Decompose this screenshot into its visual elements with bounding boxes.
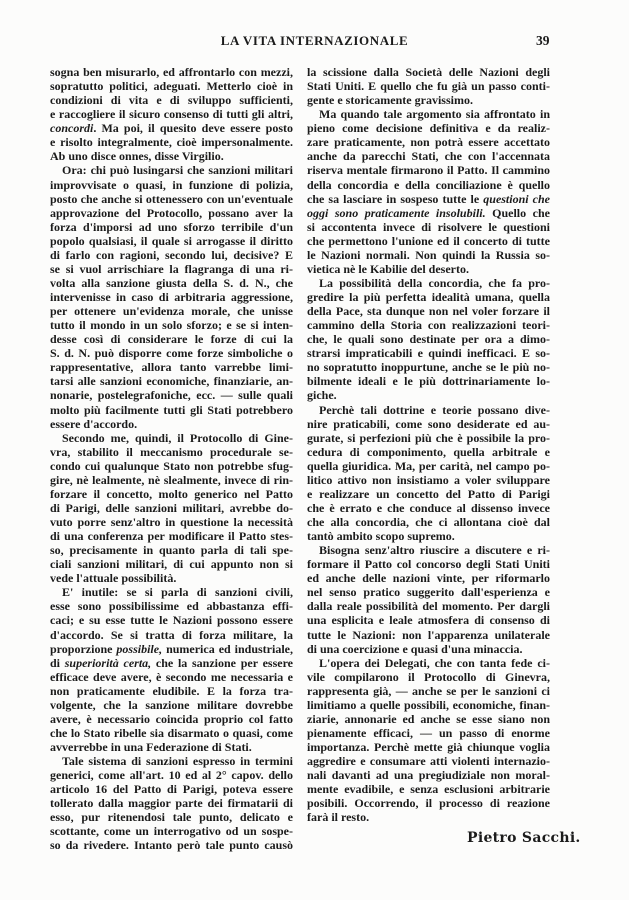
text-line: tollerato dalla maggior parte dei firmatarii di [50,796,293,811]
emphasis: concordi [50,121,94,136]
text-line: essere d'accordo. [50,416,138,431]
text-line: gredire la più perfetta idealità umana, quella [307,290,550,304]
text-line: aggredire e consumare atti violenti internazio- [307,754,550,769]
text-line: per ottenere un'evidenza morale, che unisse [50,304,293,319]
text-line: ed anche delle nazioni vinte, per riformarlo [307,571,550,586]
text-line: che, le quali sono destinate per ora a dimo- [307,332,550,347]
text-line: S. d. N. può disporre come forze simboliche o [50,346,293,361]
emphasis: oggi sono praticamente insolubili. [307,205,486,220]
text-line: ziarie, annonarie ed anche se esse siano non [307,711,550,726]
text-line: gurate, si perfezioni più che è possibile la pro- [307,430,550,445]
text-line: che permettono l'unione ed il concerto di tutte [307,233,550,248]
text-line: importanza. Perchè mette già chiunque voglia [307,740,550,754]
text-line: avverrebbe in una Federazione di Stati. [50,740,252,754]
text-line: proporzione possibile, numerica ed industriale, [50,641,293,656]
text-line: rappresenta già, — anche se per le sanzioni ci [307,683,550,698]
text-line: non praticamente eludibile. E la forza tra- [50,683,293,698]
text-line: Ma quando tale argomento sia affrontato in [319,107,550,122]
text-line: nali davanti ad una pregiudiziale non moral- [307,768,550,783]
text-line: molto più facilmente tutti gli Stati potrebbero [50,402,293,417]
text-line: volgente, che la sanzione militare dovrebbe [50,697,293,712]
text-line: zare praticamente, non potrà essere accettato [307,135,550,150]
text-line: sopratutto politici, adeguati. Metterlo cioè in [50,79,293,94]
text-line: limitiamo a quelle possibili, economiche, finan- [307,697,550,712]
text-line: improvvisate o quasi, in funzione di polizia, [50,177,293,192]
text-line: so da rivedere. Intanto però tale punto causò [50,838,293,853]
text-line: Tale sistema di sanzioni espresso in termini [62,754,293,769]
text-line: Ab uno disce onnes, disse Virgilio. [50,149,224,164]
text-line: pieno come decisione definitiva e da realiz- [307,121,550,136]
text-line: rappresentative, allora tanto varrebbe limi- [50,360,293,375]
text-line: di Parigi, delle sanzioni militari, avrebbe do- [50,500,293,515]
text-line: tutto il mondo in un solo sforzo; e se si inten- [50,318,293,333]
text-line: esse sono possibilissime ed abbastanza effi- [50,599,293,614]
text-line: ciali sanzioni militari, di cui appunto non si [50,557,293,572]
text-line: E' inutile: se si parla di sanzioni civili, [62,585,293,600]
text-line: litico attivo non insistiamo a voler sviluppare [307,472,550,487]
text-line: e realizzare un concetto del Patto di Parigi [307,486,550,501]
author-signature: Pietro Sacchi. [467,830,581,846]
text-line: bilmente ideali e le più dottrinariamente lo- [307,374,550,389]
text-line: generici, come all'art. 10 ed al 2° capov. dello [50,768,293,783]
text-line: concordi. Ma poi, il quesito deve essere posto [50,121,293,136]
text-line: di una conferenza per modificare il Patto stes- [50,529,293,544]
text-line: cammino della Storia con realizzazioni teori- [307,318,550,333]
text-line: di una coercizione e quasi d'una minaccia. [307,641,523,656]
text-line: e risolto integralmente, cioè impersonalmente. [50,135,293,150]
text-line: della concordia e della conciliazione è quello [307,177,550,192]
text-line: desse così di considerare le forze di cui la [50,332,293,347]
text-line: tarsi alle sanzioni economiche, finanziarie, an- [50,374,293,389]
text-line: Bisogna senz'altro riuscire a discutere e ri- [319,543,550,558]
emphasis: questioni che [483,191,551,206]
page-number: 39 [536,33,550,48]
text-line: posto che anche si ottenessero con un'eventuale [50,191,293,206]
text-line: forza d'imporsi ad uno sforzo terribile d'un [50,219,293,234]
text-line: articolo 16 del Patto di Parigi, poteva essere [50,782,293,797]
text-line: scottante, come un interrogativo od un sospe- [50,824,293,839]
running-header-title: LA VITA INTERNAZIONALE [220,33,409,48]
text-line: forzare il concetto, molto generico nel Patto [50,486,293,501]
text-line: riserva mentale firmarono il Patto. Il cammino [307,163,550,178]
text-line: avere, è necessario coincida proprio col fatto [50,711,293,726]
text-line: nonarie, postelegrafoniche, ecc. — sulle quali [50,388,293,403]
text-line: volta alla sanzione giusta della S. d. N., che [50,275,293,290]
text-line: vede l'attuale possibilità. [50,571,177,586]
text-line: oggi sono praticamente insolubili. Quello che [307,205,550,220]
text-line: la scissione dalla Società delle Nazioni degli [307,65,550,79]
text-line: strarsi impraticabili e quindi inefficaci. E so- [307,346,550,361]
text-line: vuto porre senz'altro in questione la necessità [50,515,293,529]
text-line: vietica nè le Kabilie del deserto. [307,261,469,276]
text-line: intervenisse in caso di arbitraria aggressione, [50,290,293,304]
text-line: formare il Patto col concorso degli Stati Uniti [307,557,550,572]
text-line: giche. [307,388,337,403]
text-line: efficace deve avere, è secondo me necessaria e [50,669,293,684]
text-line: dalla reale possibilità del momento. Per dargli [307,599,550,614]
text-line: sogna ben misurarlo, ed affrontarlo con mezzi, [50,65,293,79]
text-line: La possibilità della concordia, che fa pro- [319,275,550,290]
emphasis: possibile, [116,641,163,656]
text-line: mente evadibile, e senza esclusioni arbitrarie [307,782,550,797]
text-line: approvazione del Protocollo, possano aver la [50,205,293,220]
text-line: cedura di componimento, quella arbitrale e [307,444,550,459]
text-line: nire praticabili, come sono desiderate ed au- [307,416,550,431]
text-line: posibili. Occorrendo, il processo di reazione [307,796,550,811]
text-line: pienamente efficaci, — un passo di enorme [307,725,550,740]
text-line: e raccogliere il sicuro consenso di tutti gli altri, [50,107,293,122]
text-line: le Nazioni normali. Non quindi la Russia so- [307,247,550,262]
text-line: che lo Stato ribelle sia disarmato o quasi, come [50,725,293,740]
text-line: Ora: chi può lusingarsi che sanzioni militari [62,163,293,178]
text-line: vile compilarono il Protocollo di Ginevra, [307,669,550,684]
text-line: Secondo me, quindi, il Protocollo di Gine- [62,430,293,445]
text-line: L'opera dei Delegati, che con tanta fede ci- [319,655,550,670]
text-line: gire, nè lealmente, nè slealmente, invece di rin- [50,472,293,487]
text-line: caci; e su esse tutte le Nazioni possono essere [50,613,293,628]
text-line: condizioni di vita e di sviluppo sufficienti, [50,93,293,108]
text-line: gente e storicamente gravissimo. [307,93,473,108]
text-line: esso, pur ritenendosi tale punto, delicato e [50,810,293,825]
text-line: che alla concordia, che ci allontana cioè dal [307,515,550,529]
text-line: Perchè tali dottrine e teorie possano dive- [319,402,550,417]
text-line: si accontenta invece di risolvere le questioni [307,219,550,234]
text-line: no sopratutto inoppurtune, anche se le più no- [307,360,550,375]
text-line: tutte le Nazioni: non l'apparenza unilaterale [307,627,550,642]
text-line: nel senso pratico suggerito dall'esperienza e [307,585,550,600]
text-line: condo cui qualunque Stato non potrebbe sfug- [50,458,293,473]
text-line: farà il resto. [307,810,370,825]
text-line: una esplicita e leale atmosfera di consenso di [307,613,550,628]
text-line: di superiorità certa, che la sanzione per essere [50,655,294,670]
emphasis: superiorità certa, [64,655,152,670]
text-line: so, precisamente in quanto parla di tali spe- [50,543,293,558]
text-line: vra, stabilito il meccanismo procedurale se- [50,444,293,459]
text-line: Stati Uniti. E quello che fu già un passo conti- [307,79,550,94]
text-column-right [307,65,550,824]
text-line: che è errato e che conduce al dissenso invece [307,500,550,515]
text-line: anche da parecchi Stati, che con l'accennata [307,149,550,164]
text-line: tantò ambito scopo supremo. [307,529,455,544]
text-line: d'accordo. Se si tratta di forza militare, la [50,627,293,642]
text-column-left [50,65,293,853]
text-line: che sa lasciare in sospeso tutte le questioni che [307,191,551,206]
text-line: popolo qualsiasi, il quale si arrogasse il diritto [50,233,293,248]
text-line: della Pace, sta dunque non nel voler forzare il [307,304,550,319]
text-line: quella giuridica. Ma, per carità, nel campo po- [307,458,550,473]
text-line: se si vuol arrischiare la flagranga di una ri- [50,261,293,276]
text-line: di farlo con ragioni, secondo lui, decisive? E [50,247,293,262]
